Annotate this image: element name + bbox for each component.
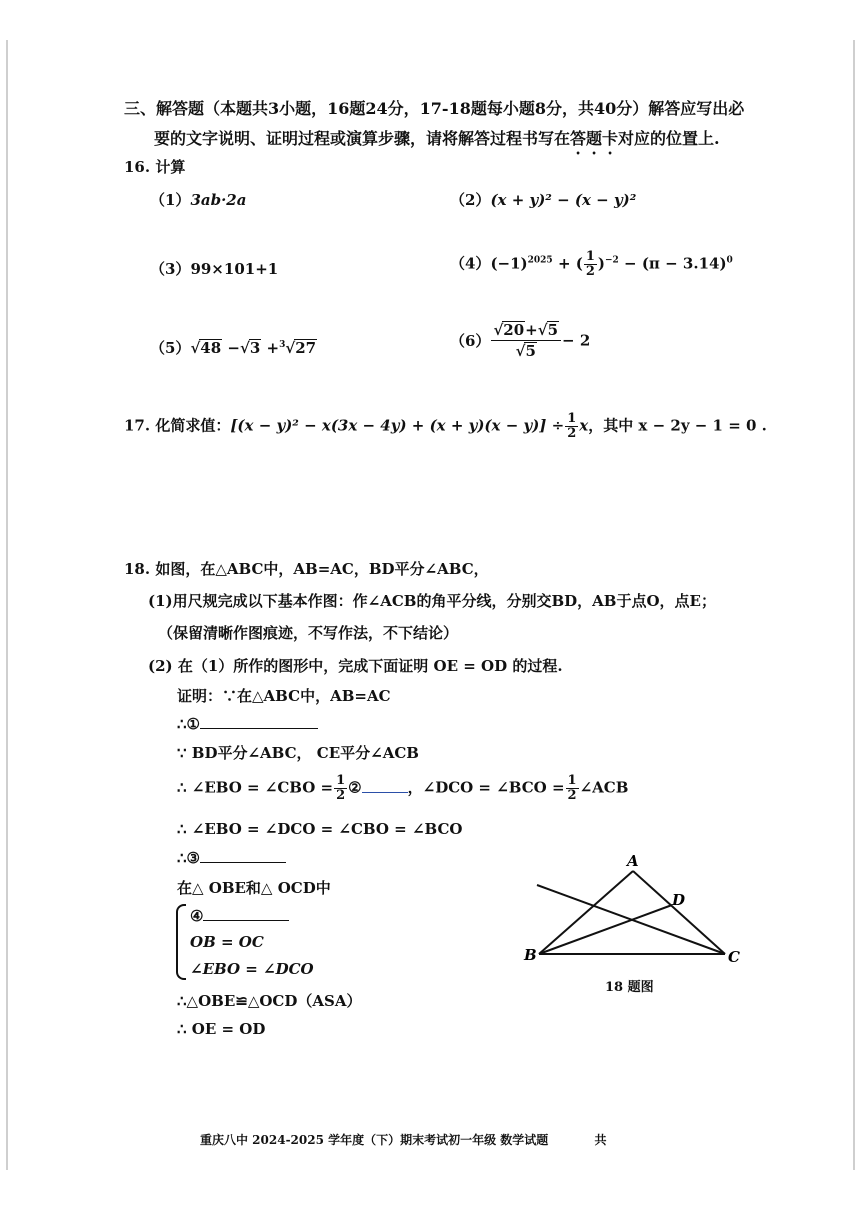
q16-p4-frac-den: 2 — [585, 264, 595, 279]
q16-p6-tail: − 2 — [562, 331, 591, 350]
q17-frac-den: 2 — [567, 426, 577, 441]
figure-caption: 18 题图 — [605, 980, 654, 995]
q16-p6-numerator: √20+√5 — [491, 320, 561, 341]
footer-text: 重庆八中 2024-2025 学年度（下）期末考试初一年级 数学试题 — [200, 1133, 549, 1147]
label-b: B — [524, 946, 537, 964]
answer-blank-1[interactable] — [200, 714, 318, 729]
q16-p6-denominator: √5 — [515, 342, 536, 360]
q16-p5-root-index: 3 — [279, 340, 286, 350]
q16-p4-label: （4） — [450, 254, 491, 273]
section-heading-line2-a: 要的文字说明、证明过程或演算步骤，请将解答过程书写在 — [154, 129, 571, 148]
proof-frac1-den: 2 — [336, 788, 346, 803]
q16-part2 — [450, 189, 636, 210]
q16-p5-root2: 3 — [249, 339, 261, 357]
page-footer — [200, 1131, 607, 1148]
q16-p1-expr: 3ab·2a — [190, 191, 247, 209]
page-edge-left — [6, 40, 8, 1170]
q16-p3-label: （3） — [150, 260, 191, 278]
page-edge-right — [853, 40, 855, 1170]
proof-line-7: 在△ OBE和△ OCD中 — [177, 879, 331, 897]
proof-frac2-num: 1 — [567, 773, 577, 788]
proof-step-4d: ∠ACB — [579, 778, 629, 797]
q16-p4-frac-num: 1 — [585, 249, 595, 264]
q16-p5-root3: 27 — [295, 339, 317, 357]
proof-line-2 — [177, 714, 318, 733]
section-heading-line2 — [154, 126, 720, 158]
segment-bd — [539, 905, 672, 954]
answer-blank-3[interactable] — [200, 848, 286, 863]
label-c: C — [728, 948, 740, 966]
q16-p1-label: （1） — [150, 191, 191, 209]
system-brace — [176, 904, 186, 980]
section-heading-line1: 三、解答题（本题共3小题，16题24分，17-18题每小题8分，共40分）解答应写出必 — [124, 99, 745, 118]
q17-lead: 17. 化简求值： — [124, 416, 231, 435]
q16-p4-b-exp: −2 — [604, 255, 619, 266]
q16-title: 16. 计算 — [124, 158, 186, 176]
proof-fraction-1 — [334, 774, 347, 803]
q16-p6-num-root-b: 5 — [547, 321, 559, 339]
q18-part2: (2) 在（1）所作的图形中，完成下面证明 OE = OD 的过程. — [148, 657, 563, 675]
section-heading-line2-b: 对应的位置上. — [618, 129, 720, 148]
q16-part1 — [150, 189, 246, 210]
proof-line-4 — [177, 774, 628, 803]
q16-p5-root1: 48 — [200, 339, 222, 357]
q17-condition: ，其中 x − 2y − 1 = 0 . — [588, 416, 767, 435]
q18-part1: (1)用尺规完成以下基本作图：作∠ACB的角平分线，分别交BD，AB于点O，点E； — [148, 592, 716, 610]
proof-fraction-2 — [566, 774, 579, 803]
q16-p4-fraction — [584, 250, 597, 279]
answer-card-emphasis: 答题卡 — [570, 129, 619, 148]
brace-line-3: ∠EBO = ∠DCO — [190, 960, 314, 978]
q17-fraction — [565, 412, 578, 441]
proof-line-1: 证明：∵在△ABC中，AB=AC — [177, 687, 391, 705]
side-ab — [539, 871, 633, 954]
proof-step-4a: ∴ ∠EBO = ∠CBO = — [177, 778, 334, 797]
q16-p4-a: (−1) — [490, 254, 528, 273]
q18-part1-note: （保留清晰作图痕迹，不写作法，不下结论） — [158, 624, 459, 642]
q16-p5-plus: + — [266, 339, 280, 357]
q17-line — [124, 412, 767, 441]
q16-p4-c: − (π − 3.14) — [624, 254, 727, 273]
answer-blank-2[interactable] — [362, 778, 408, 793]
proof-line-8: ∴△OBE≌△OCD（ASA） — [177, 992, 362, 1010]
q16-p4-b: + ( — [557, 254, 583, 273]
label-d: D — [672, 891, 686, 909]
brace-line-1 — [190, 906, 289, 925]
q16-part5: （5）√48 −√3 +$^3$√27 — [150, 339, 317, 357]
answer-blank-4[interactable] — [203, 906, 289, 921]
q16-part6 — [450, 320, 590, 361]
side-ac — [633, 871, 725, 954]
q16-p6-den-root: 5 — [525, 342, 536, 360]
proof-line-3: ∵ BD平分∠ABC， CE平分∠ACB — [177, 744, 419, 762]
q16-p6-num-plus: + — [525, 321, 538, 339]
q16-part4: $(4)(-1)^{2025}$ + ( $\frac{1}{2}$ )$^{-2} - (\pi - 3.14)^0$ — [450, 249, 733, 279]
proof-step-2: ② — [348, 778, 362, 797]
q16-p6-label: （6） — [450, 332, 491, 350]
proof-line-6 — [177, 848, 286, 867]
q18-intro: 18. 如图，在△ABC中，AB=AC，BD平分∠ABC， — [124, 560, 489, 578]
proof-step-4c: ，∠DCO = ∠BCO = — [407, 778, 565, 797]
q16-p2-expr: (x + y)² − (x − y)² — [490, 191, 637, 209]
q16-p6-num-root-a: 20 — [503, 321, 525, 339]
q16-p4-c-exp: 0 — [726, 255, 733, 266]
proof-step-3: ∴③ — [177, 849, 200, 867]
proof-line-9: ∴ OE = OD — [177, 1020, 266, 1038]
q17-x: x — [579, 416, 589, 435]
q16-p4-a-exp: 2025 — [527, 255, 553, 266]
q17-frac-num: 1 — [567, 411, 577, 426]
proof-frac2-den: 2 — [567, 788, 577, 803]
q16-p5-label: （5） — [150, 339, 191, 357]
brace-line-2: OB = OC — [190, 933, 264, 951]
proof-frac1-num: 1 — [336, 773, 346, 788]
q16-p6-fraction — [491, 320, 561, 361]
q16-p3-expr: 99×101+1 — [190, 260, 279, 278]
footer-page-mark: 共 — [594, 1133, 607, 1147]
proof-line-5: ∴ ∠EBO = ∠DCO = ∠CBO = ∠BCO — [177, 820, 463, 838]
q16-p2-label: （2） — [450, 191, 491, 209]
q17-expr: [(x − y)² − x(3x − 4y) + (x + y)(x − y)] ÷ — [230, 416, 565, 435]
q16-part3 — [150, 258, 278, 279]
proof-step-1: ∴① — [177, 715, 200, 733]
label-a: A — [627, 852, 639, 870]
q16-p5-minus: − — [227, 339, 240, 357]
proof-step-4: ④ — [190, 907, 204, 925]
